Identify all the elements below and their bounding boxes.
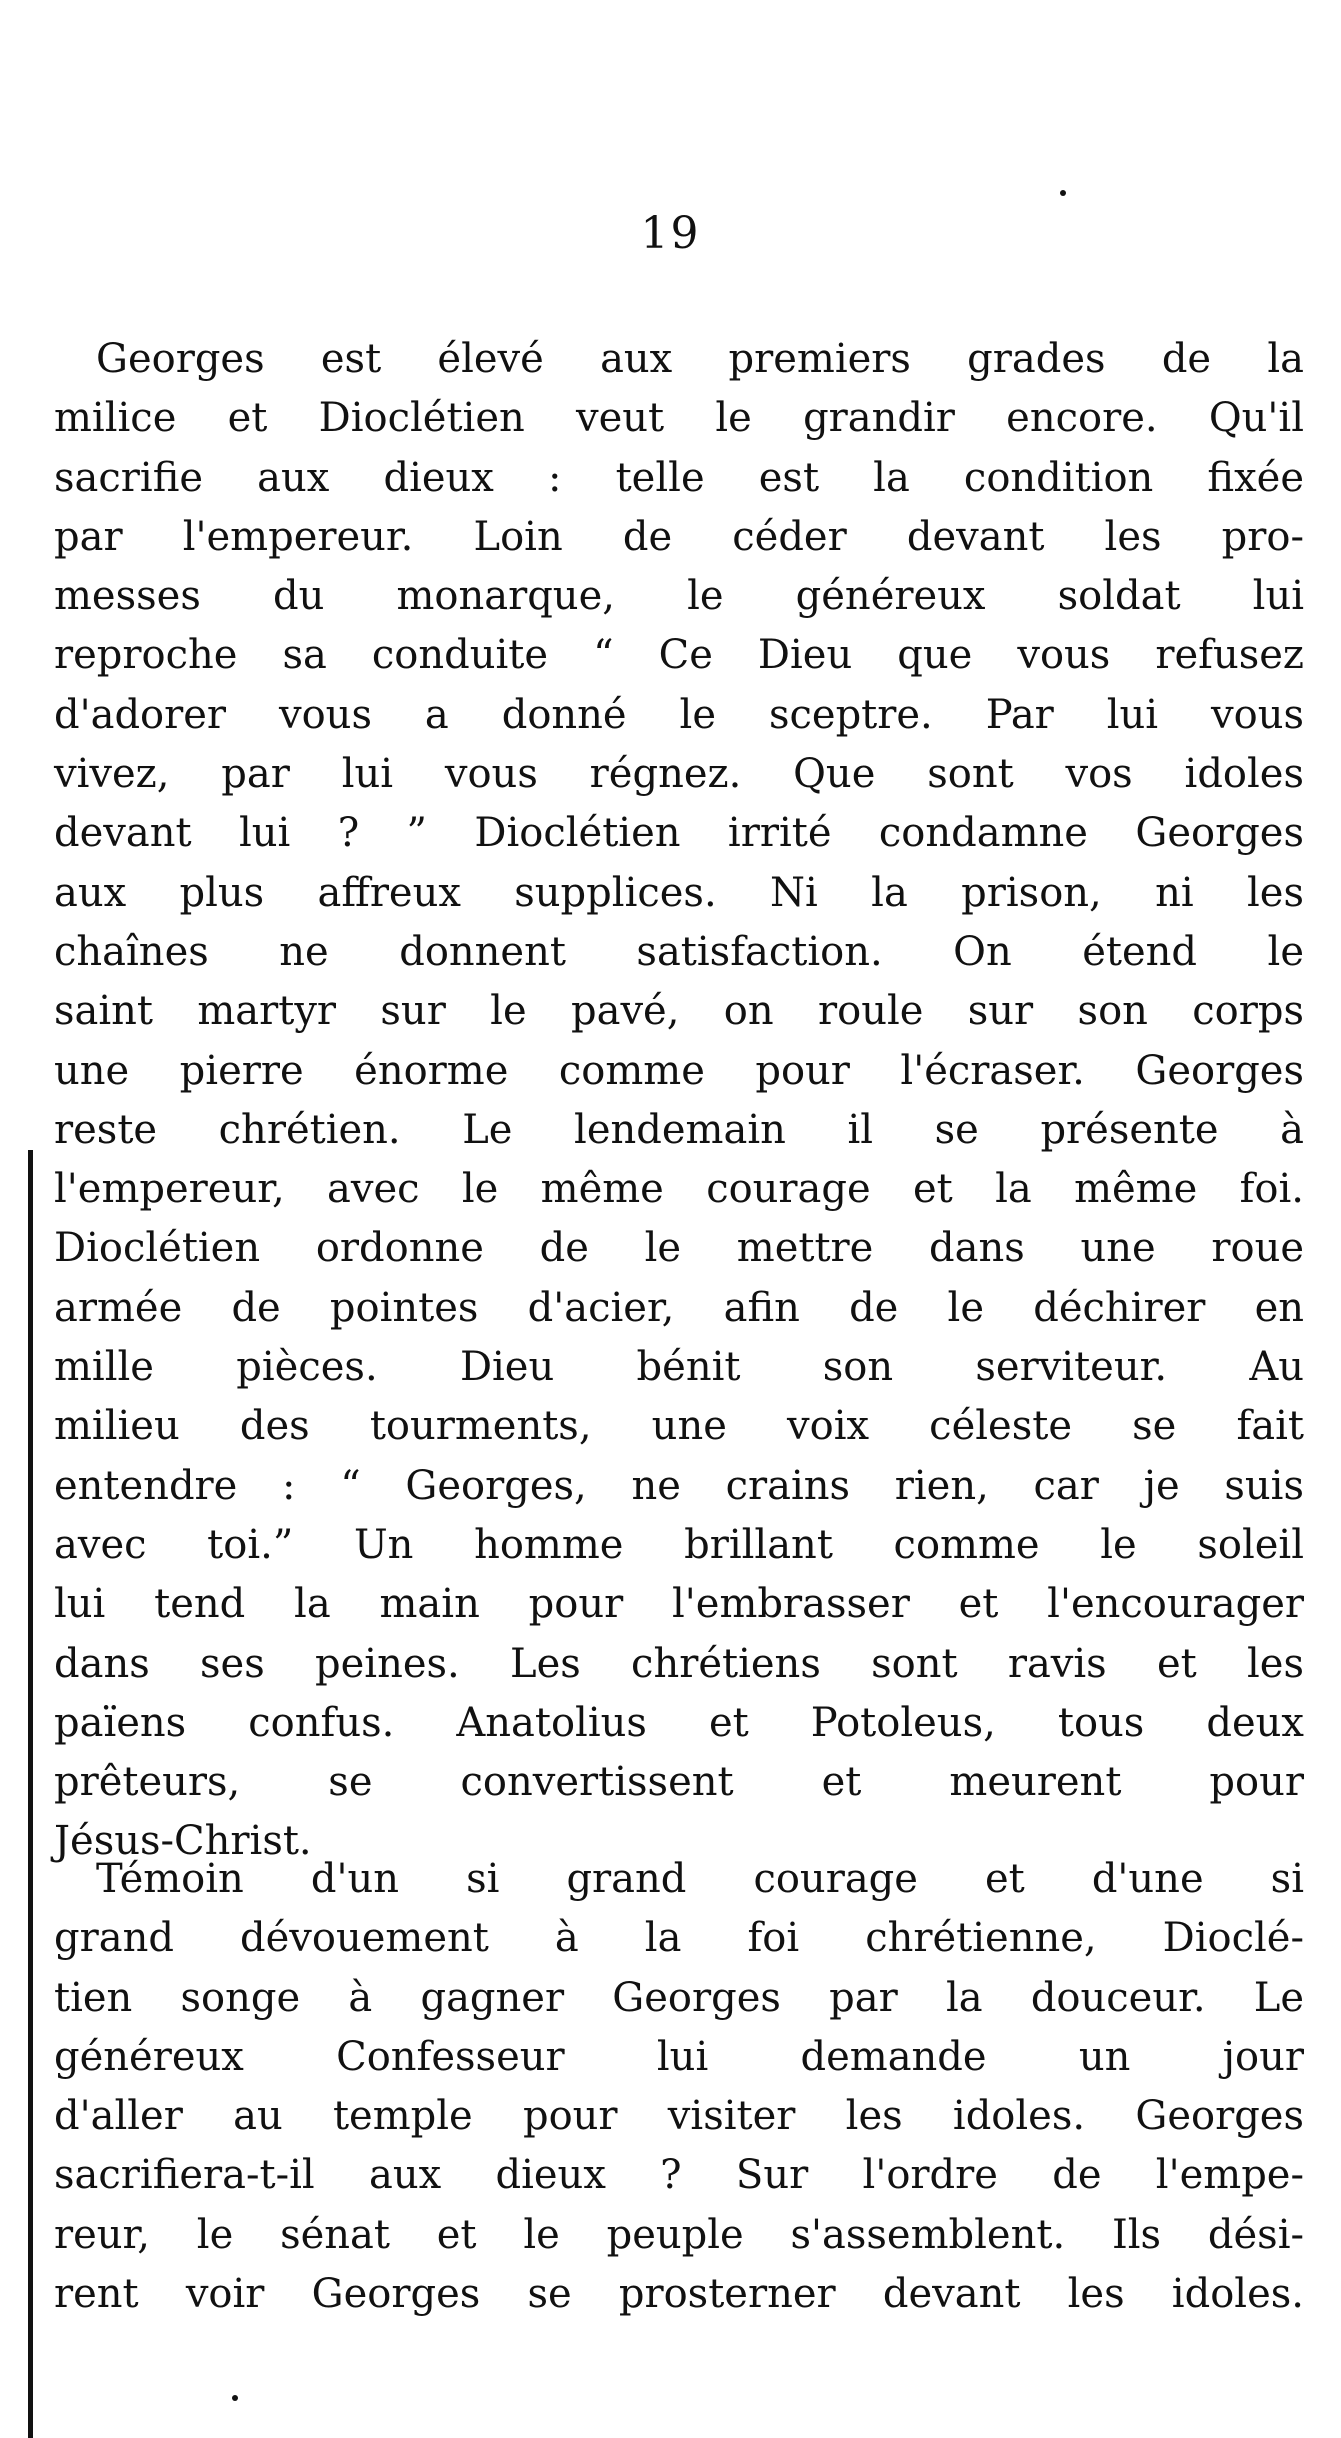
text-line: prêteurs, se convertissent et meurent pour <box>54 1759 1304 1806</box>
text-line: mille pièces. Dieu bénit son serviteur. Au <box>54 1344 1304 1391</box>
text-line: Dioclétien ordonne de le mettre dans une roue <box>54 1225 1304 1272</box>
text-line: reproche sa conduite “ Ce Dieu que vous refusez <box>54 632 1304 679</box>
page-number: 19 <box>640 208 701 259</box>
text-line: reste chrétien. Le lendemain il se présente à <box>54 1106 1304 1153</box>
text-line: par l'empereur. Loin de céder devant les pro- <box>54 513 1304 560</box>
ink-speck <box>1060 190 1066 196</box>
text-line: aux plus affreux supplices. Ni la prison, ni les <box>54 869 1304 916</box>
text-line: Georges est élevé aux premiers grades de la <box>96 336 1304 382</box>
text-line: chaînes ne donnent satisfaction. On étend le <box>54 928 1304 975</box>
text-line: grand dévouement à la foi chrétienne, Dioclé- <box>54 1915 1304 1962</box>
paragraph-1 <box>54 330 1304 1872</box>
ink-speck <box>232 2395 238 2401</box>
text-line: milice et Dioclétien veut le grandir encore. Qu'il <box>54 395 1304 442</box>
text-line: dans ses peines. Les chrétiens sont ravis et les <box>54 1640 1304 1687</box>
text-line: l'empereur, avec le même courage et la même foi. <box>54 1166 1304 1213</box>
text-line: vivez, par lui vous régnez. Que sont vos idoles <box>54 751 1304 798</box>
text-line: Jésus-Christ. <box>54 1818 312 1865</box>
text-line: entendre : “ Georges, ne crains rien, car je suis <box>54 1462 1304 1509</box>
text-line: tien songe à gagner Georges par la douceur. Le <box>54 1974 1304 2021</box>
text-line: une pierre énorme comme pour l'écraser. Georges <box>54 1047 1304 1094</box>
text-line: messes du monarque, le généreux soldat lui <box>54 573 1304 620</box>
margin-rule <box>28 1150 33 2438</box>
text-line: devant lui ? ” Dioclétien irrité condamne Georges <box>54 810 1304 857</box>
text-line: généreux Confesseur lui demande un jour <box>54 2033 1304 2080</box>
text-line: rent voir Georges se prosterner devant les idoles. <box>54 2271 1304 2318</box>
text-line: milieu des tourments, une voix céleste se fait <box>54 1403 1304 1450</box>
text-line: sacrifie aux dieux : telle est la condition fixée <box>54 454 1304 501</box>
text-line: lui tend la main pour l'embrasser et l'encourager <box>54 1581 1304 1628</box>
text-line: d'adorer vous a donné le sceptre. Par lui vous <box>54 691 1304 738</box>
text-line: saint martyr sur le pavé, on roule sur son corps <box>54 988 1304 1035</box>
text-line: Témoin d'un si grand courage et d'une si <box>96 1856 1304 1902</box>
text-line: d'aller au temple pour visiter les idoles. Georges <box>54 2093 1304 2140</box>
text-line: armée de pointes d'acier, afin de le déchirer en <box>54 1284 1304 1331</box>
text-line: sacrifiera-t-il aux dieux ? Sur l'ordre de l'empe- <box>54 2152 1304 2199</box>
text-line: avec toi.” Un homme brillant comme le soleil <box>54 1521 1304 1568</box>
paragraph-2 <box>54 1850 1304 2324</box>
text-line: reur, le sénat et le peuple s'assemblent. Ils dési- <box>54 2211 1304 2258</box>
text-line: païens confus. Anatolius et Potoleus, tous deux <box>54 1699 1304 1746</box>
